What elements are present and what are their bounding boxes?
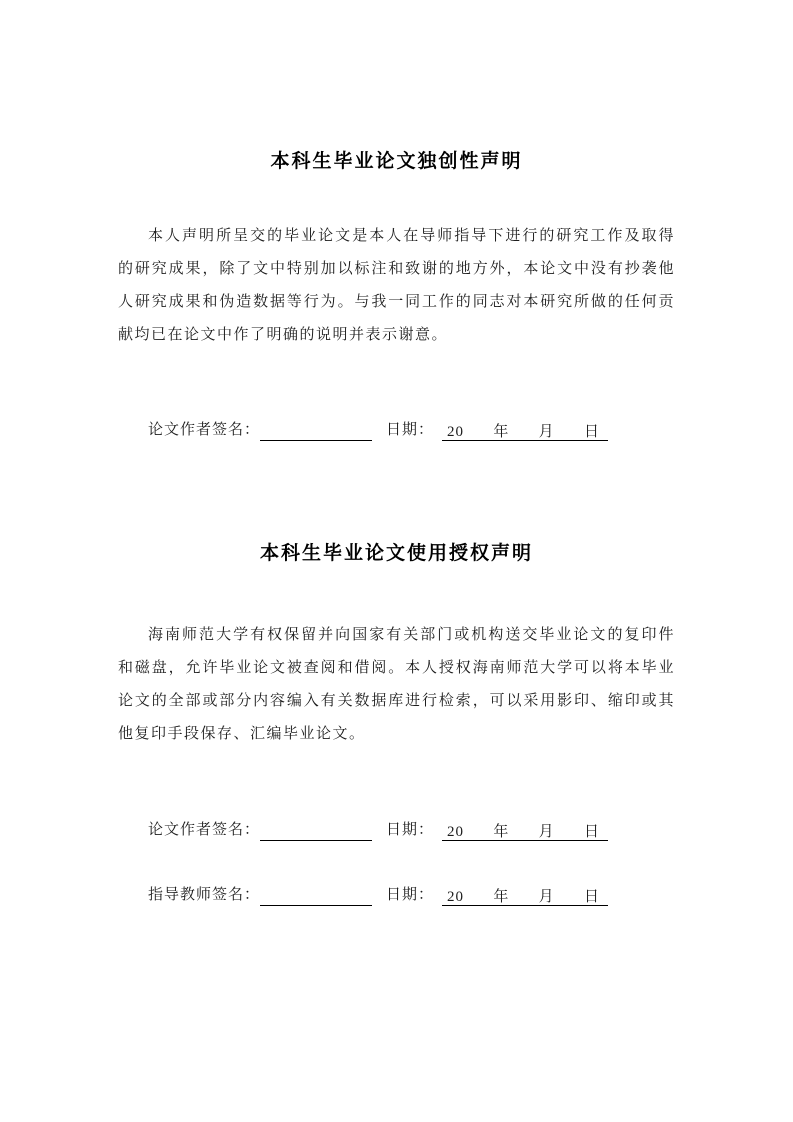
year-label: 年 bbox=[493, 824, 510, 840]
declaration-author-signature-row bbox=[148, 419, 608, 441]
authorization-declaration-title: 本科生毕业论文使用授权声明 bbox=[259, 542, 533, 564]
day-label: 日 bbox=[584, 889, 601, 905]
authorization-author-signature-row bbox=[148, 819, 608, 841]
year-prefix: 20 bbox=[447, 889, 465, 905]
month-label: 月 bbox=[538, 824, 555, 840]
month-label: 月 bbox=[538, 424, 555, 440]
authorization-declaration-body: 海南师范大学有权保留并向国家有关部门或机构送交毕业论文的复印件和磁盘，允许毕业论文被查阅和借阅。本人授权海南师范大学可以将本毕业论文的全部或部分内容编入有关数据库进行检索，可以采用影印、缩印或其他复印手段保存、汇编毕业论文。 bbox=[118, 627, 675, 742]
year-label: 年 bbox=[493, 889, 510, 905]
day-label: 日 bbox=[584, 824, 601, 840]
authorization-advisor-signature-row bbox=[148, 884, 608, 906]
date-blank-line bbox=[442, 421, 608, 441]
date-blank-line bbox=[442, 821, 608, 841]
date-blank-line bbox=[442, 886, 608, 906]
originality-declaration-title: 本科生毕业论文独创性声明 bbox=[270, 150, 523, 172]
signature-blank-line bbox=[260, 820, 372, 841]
author-signature-label: 论文作者签名： bbox=[148, 822, 261, 838]
originality-declaration-body: 本人声明所呈交的毕业论文是本人在导师指导下进行的研究工作及取得的研究成果，除了文中特别加以标注和致谢的地方外，本论文中没有抄袭他人研究成果和伪造数据等行为。与我一同工作的同志对本研究所做的任何贡献均已在论文中作了明确的说明并表示谢意。 bbox=[118, 228, 675, 343]
year-prefix: 20 bbox=[447, 424, 465, 440]
signature-blank-line bbox=[260, 885, 372, 906]
author-signature-label: 论文作者签名： bbox=[148, 422, 261, 438]
date-label: 日期： bbox=[386, 887, 435, 903]
date-label: 日期： bbox=[386, 422, 435, 438]
day-label: 日 bbox=[584, 424, 601, 440]
date-label: 日期： bbox=[386, 822, 435, 838]
advisor-signature-label: 指导教师签名： bbox=[148, 887, 261, 903]
signature-blank-line bbox=[260, 420, 372, 441]
month-label: 月 bbox=[538, 889, 555, 905]
year-prefix: 20 bbox=[447, 824, 465, 840]
year-label: 年 bbox=[493, 424, 510, 440]
